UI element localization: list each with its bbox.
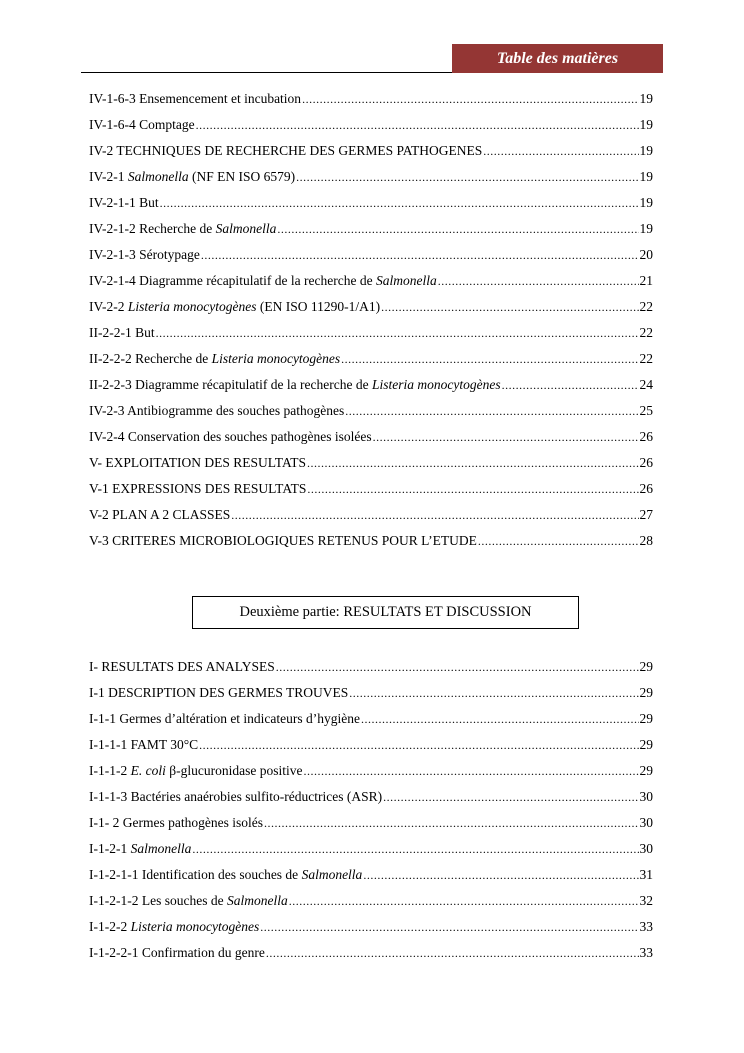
toc-entry-title-text: I-1-2-2-1 Confirmation du genre (89, 945, 265, 960)
toc-entry-title-text: IV-2-3 Antibiogramme des souches pathogènes (89, 403, 345, 418)
toc-dot-leader (307, 480, 638, 498)
toc-entry-title (89, 762, 302, 780)
toc-entry-page-number: 29 (639, 685, 653, 700)
toc-entry-title-text: II-2-2-1 But (89, 325, 155, 340)
toc-entry[interactable] (89, 168, 653, 194)
toc-entry-page-number: 28 (639, 533, 653, 548)
toc-dot-leader (196, 116, 639, 134)
toc-dot-leader (303, 762, 638, 780)
toc-dot-leader (302, 90, 638, 108)
toc-dot-leader (289, 892, 639, 910)
toc-entry[interactable] (89, 246, 653, 272)
toc-entry-page-number: 32 (639, 893, 653, 908)
toc-entry[interactable] (89, 194, 653, 220)
part-two-heading: Deuxième partie: RESULTATS ET DISCUSSION (239, 604, 532, 620)
toc-entry-page-number: 27 (639, 507, 653, 522)
toc-entry[interactable] (89, 90, 653, 116)
toc-dot-leader (276, 658, 639, 676)
toc-dot-leader (483, 142, 638, 160)
toc-entry[interactable] (89, 918, 653, 944)
toc-entry-page-number: 19 (639, 91, 653, 106)
toc-entry-page-number: 26 (639, 429, 653, 444)
toc-entry-title-text: I-1 DESCRIPTION DES GERMES TROUVES (89, 685, 349, 700)
toc-entry-title (89, 866, 362, 884)
toc-entry[interactable] (89, 142, 653, 168)
toc-entry-title-text: I-1-1-3 Bactéries anaérobies sulfito-réductrices (ASR) (89, 789, 383, 804)
toc-entry-title-italic: Salmonella (226, 893, 288, 908)
toc-entry-title-text: V-1 EXPRESSIONS DES RESULTATS (89, 481, 307, 496)
toc-entry-title (89, 736, 198, 754)
toc-dot-leader (349, 684, 638, 702)
toc-entry[interactable] (89, 428, 653, 454)
toc-entry-title (89, 788, 382, 806)
toc-entry-page-number: 19 (639, 195, 653, 210)
toc-entry-title (89, 298, 380, 316)
toc-list-part1 (89, 90, 653, 558)
toc-entry-page-number: 19 (639, 221, 653, 236)
toc-entry-title-text: II-2-2-3 Diagramme récapitulatif de la recherche de (89, 377, 372, 392)
toc-entry-page-number: 33 (639, 945, 653, 960)
toc-entry-title-text: (EN ISO 11290-1/A1) (256, 299, 381, 314)
toc-dot-leader (199, 736, 638, 754)
toc-entry[interactable] (89, 220, 653, 246)
toc-entry[interactable] (89, 736, 653, 762)
toc-entry[interactable] (89, 658, 653, 684)
toc-dot-leader (383, 788, 638, 806)
toc-dot-leader (307, 454, 639, 472)
toc-entry-page-number: 24 (639, 377, 653, 392)
toc-entry-page-number: 22 (639, 325, 653, 340)
toc-entry-title (89, 90, 301, 108)
toc-entry-title (89, 814, 263, 832)
toc-entry-title-text: V-2 PLAN A 2 CLASSES (89, 507, 231, 522)
toc-dot-leader (266, 944, 639, 962)
toc-entry-title (89, 918, 259, 936)
header-title: Table des matières (496, 49, 619, 67)
toc-entry[interactable] (89, 944, 653, 970)
toc-entry-title-text: IV-2-1-1 But (89, 195, 159, 210)
toc-dot-leader (345, 402, 638, 420)
toc-entry-title-text: I-1-2-1 (89, 841, 131, 856)
part-two-heading-box (192, 596, 579, 629)
toc-entry-title-text: IV-1-6-4 Comptage (89, 117, 195, 132)
toc-entry-page-number: 22 (639, 299, 653, 314)
toc-dot-leader (264, 814, 639, 832)
toc-dot-leader (156, 324, 639, 342)
toc-entry-title (89, 168, 295, 186)
toc-entry[interactable] (89, 788, 653, 814)
toc-entry-page-number: 29 (639, 763, 653, 778)
toc-entry-page-number: 30 (639, 789, 653, 804)
toc-entry[interactable] (89, 762, 653, 788)
toc-entry-page-number: 29 (639, 711, 653, 726)
toc-entry-title (89, 684, 348, 702)
toc-entry-page-number: 21 (639, 273, 653, 288)
toc-dot-leader (438, 272, 639, 290)
toc-entry[interactable] (89, 454, 653, 480)
toc-entry[interactable] (89, 324, 653, 350)
toc-entry-page-number: 30 (639, 841, 653, 856)
toc-dot-leader (361, 710, 638, 728)
toc-entry-title-text: IV-2-1-2 Recherche de (89, 221, 216, 236)
toc-entry-title-italic: Listeria monocytogènes (127, 299, 257, 314)
toc-entry-page-number: 31 (639, 867, 653, 882)
toc-dot-leader (201, 246, 639, 264)
toc-entry-title-text: (NF EN ISO 6579) (188, 169, 296, 184)
toc-entry-title (89, 532, 477, 550)
toc-entry-title (89, 220, 276, 238)
toc-dot-leader (260, 918, 638, 936)
toc-entry-title-text: IV-2 TECHNIQUES DE RECHERCHE DES GERMES PATHOGENES (89, 143, 483, 158)
toc-list-part2 (89, 658, 653, 970)
toc-entry[interactable] (89, 350, 653, 376)
toc-entry-page-number: 29 (639, 737, 653, 752)
toc-entry-title-text: IV-2-2 (89, 299, 128, 314)
toc-entry[interactable] (89, 866, 653, 892)
toc-entry[interactable] (89, 402, 653, 428)
toc-entry-title (89, 116, 195, 134)
toc-entry-page-number: 25 (639, 403, 653, 418)
toc-entry-title-text: IV-2-1-3 Sérotypage (89, 247, 200, 262)
toc-entry-title (89, 324, 155, 342)
toc-entry[interactable] (89, 298, 653, 324)
toc-entry-title-text: I-1-2-1-2 Les souches de (89, 893, 227, 908)
toc-entry-title-text: β-glucuronidase positive (165, 763, 303, 778)
toc-dot-leader (277, 220, 638, 238)
header-rule (81, 72, 452, 73)
toc-entry-title-text: V- EXPLOITATION DES RESULTATS (89, 455, 306, 470)
toc-entry-title (89, 428, 372, 446)
toc-entry-title-text: I-1-1-1 FAMT 30°C (89, 737, 199, 752)
toc-dot-leader (373, 428, 639, 446)
toc-entry-title-text: I-1- 2 Germes pathogènes isolés (89, 815, 263, 830)
toc-entry-title-text: I-1-1 Germes d’altération et indicateurs d’hygiène (89, 711, 361, 726)
toc-entry-title-italic: Salmonella (375, 273, 437, 288)
toc-entry-title-italic: Listeria monocytogènes (371, 377, 501, 392)
toc-entry-page-number: 29 (639, 659, 653, 674)
toc-entry-title-italic: E. coli (130, 763, 166, 778)
toc-entry-title-text: IV-2-1-4 Diagramme récapitulatif de la recherche de (89, 273, 376, 288)
toc-entry-title-italic: Salmonella (215, 221, 277, 236)
toc-dot-leader (160, 194, 639, 212)
toc-entry-page-number: 26 (639, 455, 653, 470)
toc-entry-title-text: IV-1-6-3 Ensemencement et incubation (89, 91, 302, 106)
toc-entry-title (89, 142, 482, 160)
toc-entry-title (89, 710, 360, 728)
toc-dot-leader (341, 350, 638, 368)
toc-entry[interactable] (89, 272, 653, 298)
toc-entry-title-italic: Salmonella (301, 867, 363, 882)
toc-entry-title (89, 350, 340, 368)
toc-dot-leader (296, 168, 638, 186)
toc-entry-title-text: I-1-2-2 (89, 919, 131, 934)
toc-entry[interactable] (89, 684, 653, 710)
toc-dot-leader (381, 298, 638, 316)
toc-entry[interactable] (89, 840, 653, 866)
toc-entry-title (89, 658, 275, 676)
toc-entry-page-number: 30 (639, 815, 653, 830)
toc-dot-leader (502, 376, 639, 394)
toc-entry-title (89, 246, 200, 264)
toc-entry-title-text: IV-2-1 (89, 169, 128, 184)
toc-entry[interactable] (89, 532, 653, 558)
toc-entry-title-italic: Listeria monocytogènes (130, 919, 260, 934)
toc-entry-title (89, 454, 306, 472)
toc-entry-page-number: 33 (639, 919, 653, 934)
toc-entry-title-text: V-3 CRITERES MICROBIOLOGIQUES RETENUS POUR L’ETUDE (89, 533, 477, 548)
toc-dot-leader (478, 532, 639, 550)
toc-dot-leader (231, 506, 638, 524)
toc-entry[interactable] (89, 376, 653, 402)
toc-entry-title (89, 194, 159, 212)
toc-entry-page-number: 19 (639, 169, 653, 184)
toc-entry-title (89, 506, 230, 524)
toc-entry[interactable] (89, 710, 653, 736)
toc-dot-leader (192, 840, 638, 858)
toc-entry-title (89, 376, 501, 394)
toc-entry[interactable] (89, 892, 653, 918)
toc-entry[interactable] (89, 480, 653, 506)
header-title-banner (452, 44, 663, 73)
toc-entry-title (89, 892, 288, 910)
toc-entry-title (89, 272, 437, 290)
toc-entry-title-text: IV-2-4 Conservation des souches pathogènes isolées (89, 429, 372, 444)
toc-entry-page-number: 19 (639, 143, 653, 158)
toc-entry-title (89, 944, 265, 962)
toc-entry-title-text: I- RESULTATS DES ANALYSES (89, 659, 275, 674)
toc-entry-title (89, 480, 306, 498)
toc-dot-leader (363, 866, 638, 884)
toc-entry-title-italic: Salmonella (127, 169, 189, 184)
toc-entry-page-number: 26 (639, 481, 653, 496)
toc-entry[interactable] (89, 116, 653, 142)
toc-entry-page-number: 20 (639, 247, 653, 262)
toc-entry[interactable] (89, 814, 653, 840)
toc-entry-title-italic: Listeria monocytogènes (211, 351, 341, 366)
toc-entry-title-text: I-1-1-2 (89, 763, 131, 778)
toc-entry-page-number: 22 (639, 351, 653, 366)
toc-entry-title-text: I-1-2-1-1 Identification des souches de (89, 867, 302, 882)
toc-entry-title (89, 402, 344, 420)
toc-entry-title-text: II-2-2-2 Recherche de (89, 351, 212, 366)
toc-entry-page-number: 19 (639, 117, 653, 132)
toc-entry-title-italic: Salmonella (130, 841, 192, 856)
toc-entry-title (89, 840, 191, 858)
toc-entry[interactable] (89, 506, 653, 532)
